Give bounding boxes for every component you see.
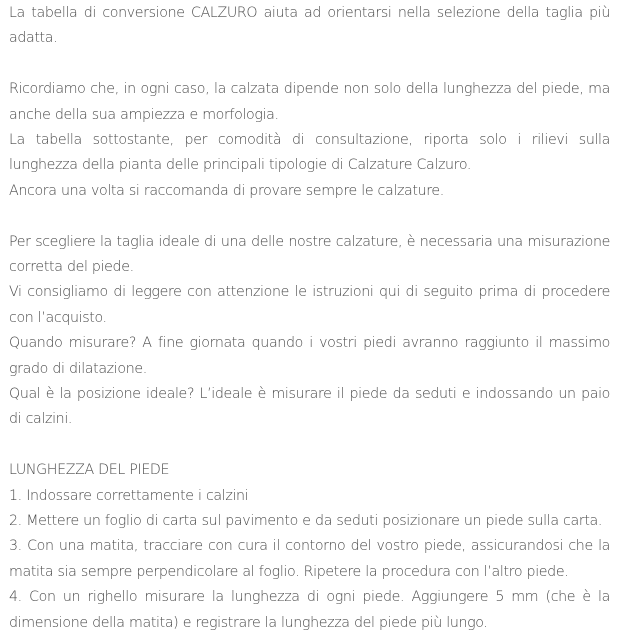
step-2: 2. Mettere un foglio di carta sul pavimento e da seduti posizionare un piede sulla carta. (9, 513, 603, 530)
step-3: 3. Con una matita, tracciare con cura il contorno del vostro piede, assicurandosi che la matita sia sempre perpendicolare al foglio. Ripetere la procedura con l’altro piede. (9, 538, 610, 580)
spacer (9, 433, 610, 458)
spacer (9, 52, 610, 77)
step-1: 1. Indossare correttamente i calzini (9, 487, 249, 504)
measure-note-correct: Per scegliere la taglia ideale di una delle nostre calzature, è necessaria una misurazione corretta del piede. (9, 233, 610, 276)
measure-note-position: Qual è la posizione ideale? L’ideale è misurare il piede da seduti e indossando un paio di calzini. (9, 386, 610, 428)
spacer (9, 204, 610, 229)
measure-note-read: Vi consigliamo di leggere con attenzione le istruzioni qui di seguito prima di procedere con l’acquisto. (9, 284, 610, 326)
measure-note-when: Quando misurare? A fine giornata quando i vostri piedi avranno raggiunto il massimo grado di dilatazione. (9, 335, 610, 377)
intro-paragraph: La tabella di conversione CALZURO aiuta ad orientarsi nella selezione della taglia più adatta. (9, 5, 610, 47)
fit-note-table: La tabella sottostante, per comodità di consultazione, riporta solo i rilievi sulla lunghezza della pianta delle principali tipologie di Calzature Calzuro. (9, 132, 610, 174)
size-guide-text (0, 1, 618, 636)
step-4: 4. Con un righello misurare la lunghezza di ogni piede. Aggiungere 5 mm (che è la dimensione della matita) e registrare la lunghezza del piede più lungo. (9, 589, 610, 631)
fit-note-width: Ricordiamo che, in ogni caso, la calzata dipende non solo della lunghezza del piede, ma anche della sua ampiezza e morfologia. (9, 81, 610, 123)
fit-note-try-on: Ancora una volta si raccomanda di provare sempre le calzature. (9, 182, 444, 199)
section-heading: LUNGHEZZA DEL PIEDE (9, 462, 170, 479)
